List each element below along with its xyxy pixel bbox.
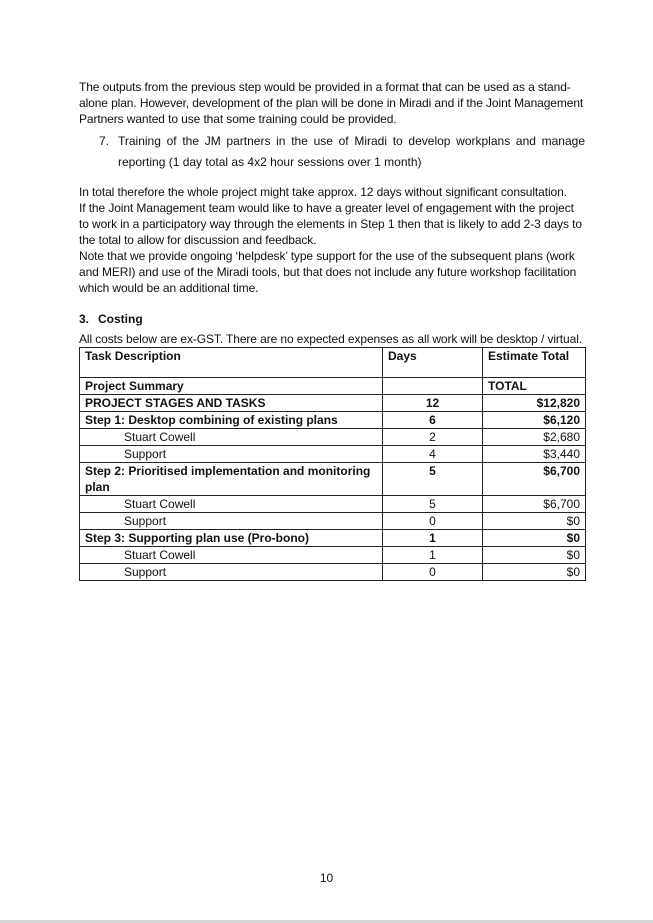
cell-days [383,378,483,395]
cell-days: 0 [383,564,483,581]
cell-estimate: $6,700 [483,496,586,513]
cell-days: 5 [383,463,483,496]
table-row [80,412,586,429]
list-item-7 [99,131,585,173]
cell-task: Stuart Cowell [80,496,383,513]
cell-task: Step 1: Desktop combining of existing plans [80,412,383,429]
cell-task: Support [80,446,383,463]
header-task: Task Description [80,348,383,378]
cell-estimate: $12,820 [483,395,586,412]
paragraph-outputs: The outputs from the previous step would be provided in a format that can be used as a stand-alone plan. However, development of the plan will be done in Miradi and if the Joint Management Partners wanted to use that some training could be provided. [79,80,584,126]
cell-task: PROJECT STAGES AND TASKS [80,395,383,412]
cell-task: Step 3: Supporting plan use (Pro-bono) [80,530,383,547]
cell-estimate: $0 [483,564,586,581]
table-row [80,463,586,496]
table-row [80,378,586,395]
cell-estimate: $0 [483,513,586,530]
list-item-number: 7. [99,134,110,148]
cell-task: Step 2: Prioritised implementation and monitoring plan [80,463,383,496]
header-days: Days [383,348,483,378]
cell-task: Stuart Cowell [80,429,383,446]
table-row [80,429,586,446]
cell-task: Project Summary [80,378,383,395]
page-number: 10 [319,871,334,885]
page-content [79,79,585,581]
list-item-text: Training of the JM partners in the use of Miradi to develop workplans and manage reporting (1 day total as 4x2 hour sessions over 1 month) [118,134,585,169]
cell-task: Stuart Cowell [80,547,383,564]
table-row [80,395,586,412]
cell-days: 1 [383,547,483,564]
cell-estimate: TOTAL [483,378,586,395]
cell-estimate: $0 [483,547,586,564]
paragraph-helpdesk: Note that we provide ongoing ‘helpdesk’ type support for the use of the subsequent plans (work and MERI) and use of the Miradi tools, but that does not include any future workshop facilitation which would be an additional time. [79,249,577,295]
cell-estimate: $6,120 [483,412,586,429]
cell-days: 0 [383,513,483,530]
cell-days: 6 [383,412,483,429]
cell-days: 1 [383,530,483,547]
cell-estimate: $6,700 [483,463,586,496]
table-row [80,547,586,564]
section-heading-costing [79,311,585,327]
costing-intro: All costs below are ex-GST. There are no expected expenses as all work will be desktop / virtual. [79,332,582,346]
cell-estimate: $3,440 [483,446,586,463]
section-number: 3. [79,312,90,326]
table-row [80,513,586,530]
table-row [80,564,586,581]
cost-table [79,347,586,581]
table-row [80,530,586,547]
cell-estimate: $2,680 [483,429,586,446]
table-header-row [80,348,586,378]
cell-days: 2 [383,429,483,446]
table-row [80,446,586,463]
section-title: Costing [98,312,143,326]
paragraph-total: In total therefore the whole project might take approx. 12 days without significant consultation. [79,185,567,199]
cell-task: Support [80,513,383,530]
cell-estimate: $0 [483,530,586,547]
cell-days: 5 [383,496,483,513]
header-estimate: Estimate Total [483,348,586,378]
cell-days: 12 [383,395,483,412]
cell-days: 4 [383,446,483,463]
paragraph-engagement: If the Joint Management team would like to have a greater level of engagement with the project to work in a participatory way through the elements in Step 1 then that is likely to add 2-3 days to the total to allow for discussion and feedback. [79,201,582,247]
table-row [80,496,586,513]
cell-task: Support [80,564,383,581]
